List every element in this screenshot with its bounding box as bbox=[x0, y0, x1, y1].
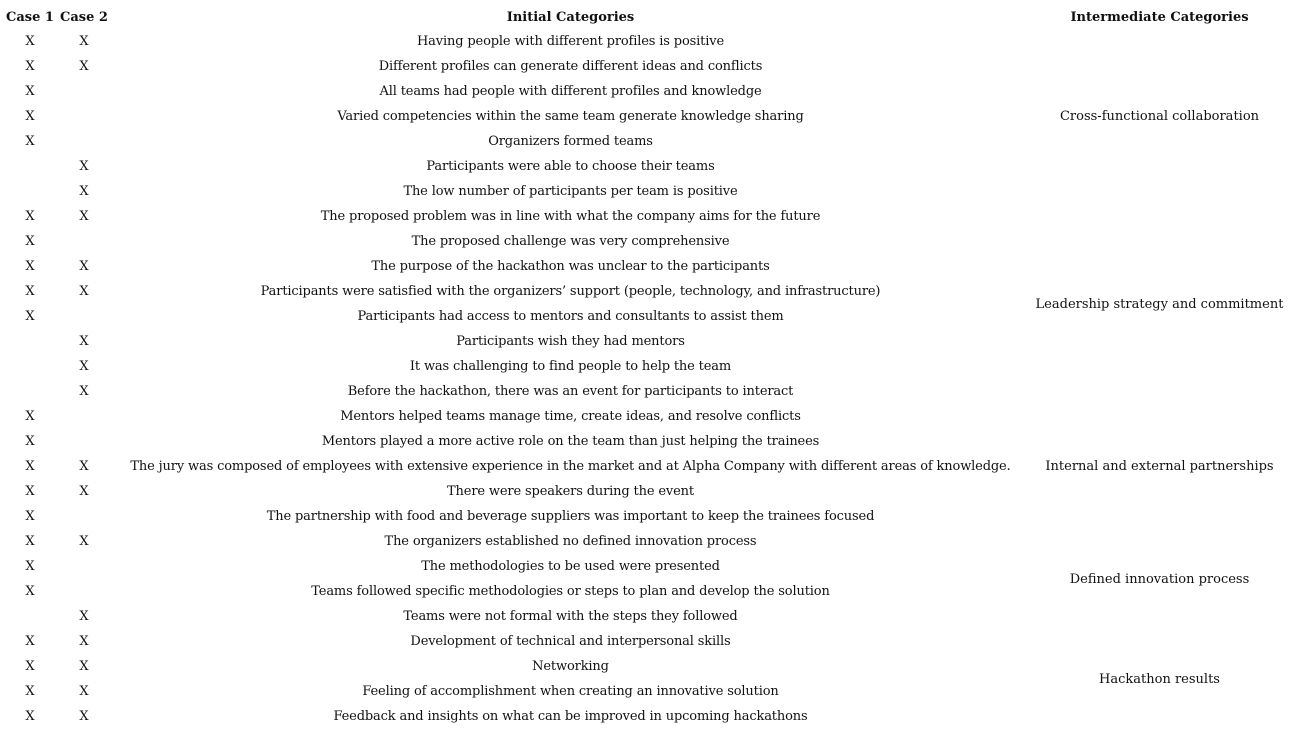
case-1-mark: X bbox=[25, 709, 35, 724]
initial-category: Participants wish they had mentors bbox=[456, 334, 685, 349]
case-1-mark: X bbox=[25, 634, 35, 649]
case-2-mark: X bbox=[79, 209, 89, 224]
case-2-mark bbox=[57, 304, 111, 329]
initial-category: Varied competencies within the same team generate knowledge sharing bbox=[337, 109, 804, 124]
initial-category: Participants had access to mentors and consultants to assist them bbox=[357, 309, 784, 324]
table-row bbox=[3, 204, 1289, 229]
case-2-mark: X bbox=[79, 34, 89, 49]
case-2-mark: X bbox=[79, 459, 89, 474]
case-2-mark: X bbox=[79, 484, 89, 499]
intermediate-category: Hackathon results bbox=[1099, 671, 1220, 687]
initial-category: It was challenging to find people to help the team bbox=[409, 359, 732, 374]
case-1-mark: X bbox=[25, 209, 35, 224]
intermediate-category: Cross-functional collaboration bbox=[1059, 109, 1260, 124]
case-1-mark: X bbox=[25, 259, 35, 274]
initial-category: Mentors helped teams manage time, create ideas, and resolve conflicts bbox=[340, 409, 801, 424]
initial-category: Networking bbox=[532, 659, 609, 674]
initial-category: The purpose of the hackathon was unclear to the participants bbox=[371, 259, 770, 274]
case-2-mark: X bbox=[79, 259, 89, 274]
case-1-mark bbox=[3, 329, 57, 354]
case-1-mark: X bbox=[25, 34, 35, 49]
initial-category: Participants were satisfied with the organizers’ support (people, technology, and infrastructure) bbox=[260, 284, 881, 299]
initial-category: Teams were not formal with the steps they followed bbox=[403, 609, 738, 624]
initial-category: Teams followed specific methodologies or steps to plan and develop the solution bbox=[311, 584, 830, 599]
initial-category: Before the hackathon, there was an event for participants to interact bbox=[347, 384, 794, 399]
initial-category: Organizers formed teams bbox=[488, 134, 653, 149]
case-2-mark: X bbox=[79, 334, 89, 349]
case-1-mark bbox=[3, 379, 57, 404]
initial-category: Having people with different profiles is positive bbox=[416, 34, 724, 49]
case-1-mark: X bbox=[25, 434, 35, 449]
initial-category: The partnership with food and beverage suppliers was important to keep the trainees focused bbox=[266, 509, 875, 524]
header-case-1: Case 1 bbox=[6, 9, 54, 25]
case-2-mark: X bbox=[79, 684, 89, 699]
case-2-mark: X bbox=[79, 359, 89, 374]
case-1-mark: X bbox=[25, 284, 35, 299]
initial-category: There were speakers during the event bbox=[447, 484, 694, 499]
case-1-mark bbox=[3, 179, 57, 204]
case-2-mark bbox=[57, 104, 111, 129]
case-1-mark bbox=[3, 154, 57, 179]
initial-category: Feedback and insights on what can be improved in upcoming hackathons bbox=[333, 709, 808, 724]
case-2-mark: X bbox=[79, 709, 89, 724]
case-2-mark bbox=[57, 429, 111, 454]
initial-category: Participants were able to choose their teams bbox=[426, 159, 715, 174]
initial-category: The proposed problem was in line with what the company aims for the future bbox=[320, 209, 821, 224]
case-2-mark: X bbox=[79, 284, 89, 299]
case-1-mark: X bbox=[25, 659, 35, 674]
case-2-mark: X bbox=[79, 159, 89, 174]
case-1-mark: X bbox=[25, 234, 35, 249]
intermediate-category: Leadership strategy and commitment bbox=[1035, 296, 1284, 312]
table-row bbox=[3, 529, 1289, 554]
case-1-mark: X bbox=[25, 134, 35, 149]
case-1-mark: X bbox=[25, 109, 35, 124]
initial-category: The low number of participants per team is positive bbox=[403, 184, 738, 199]
table-row bbox=[3, 29, 1289, 54]
case-2-mark bbox=[57, 554, 111, 579]
case-1-mark: X bbox=[25, 409, 35, 424]
case-2-mark: X bbox=[79, 184, 89, 199]
case-1-mark: X bbox=[25, 459, 35, 474]
case-2-mark: X bbox=[79, 609, 89, 624]
table-row bbox=[3, 404, 1289, 429]
initial-category: Different profiles can generate different ideas and conflicts bbox=[378, 59, 763, 74]
case-1-mark: X bbox=[25, 584, 35, 599]
case-1-mark: X bbox=[25, 509, 35, 524]
case-2-mark: X bbox=[79, 59, 89, 74]
header-initial-categories: Initial Categories bbox=[506, 9, 635, 25]
initial-category: The jury was composed of employees with extensive experience in the market and at Alpha Company with different areas of knowledge. bbox=[130, 459, 1011, 474]
case-2-mark bbox=[57, 229, 111, 254]
case-1-mark: X bbox=[25, 534, 35, 549]
initial-category: The methodologies to be used were presented bbox=[421, 559, 720, 574]
initial-category: The proposed challenge was very comprehensive bbox=[411, 234, 730, 249]
case-1-mark: X bbox=[25, 309, 35, 324]
categories-table bbox=[3, 5, 1289, 729]
header-intermediate-categories: Intermediate Categories bbox=[1070, 9, 1249, 25]
header-case-2: Case 2 bbox=[60, 9, 108, 25]
initial-category: Feeling of accomplishment when creating an innovative solution bbox=[362, 684, 779, 699]
case-2-mark bbox=[57, 404, 111, 429]
case-1-mark: X bbox=[25, 84, 35, 99]
case-1-mark: X bbox=[25, 684, 35, 699]
case-1-mark: X bbox=[25, 484, 35, 499]
case-2-mark: X bbox=[79, 534, 89, 549]
case-1-mark bbox=[3, 604, 57, 629]
initial-category: Development of technical and interpersonal skills bbox=[410, 634, 731, 649]
intermediate-category: Internal and external partnerships bbox=[1045, 459, 1274, 474]
header-row bbox=[3, 5, 1289, 29]
case-2-mark: X bbox=[79, 634, 89, 649]
case-2-mark: X bbox=[79, 384, 89, 399]
case-1-mark: X bbox=[25, 559, 35, 574]
table-row bbox=[3, 629, 1289, 654]
initial-category: All teams had people with different profiles and knowledge bbox=[379, 84, 762, 99]
table-body bbox=[3, 29, 1289, 729]
case-1-mark: X bbox=[25, 59, 35, 74]
case-1-mark bbox=[3, 354, 57, 379]
case-2-mark bbox=[57, 579, 111, 604]
intermediate-category: Defined innovation process bbox=[1069, 571, 1250, 587]
initial-category: The organizers established no defined innovation process bbox=[384, 534, 757, 549]
case-2-mark bbox=[57, 129, 111, 154]
case-2-mark: X bbox=[79, 659, 89, 674]
case-2-mark bbox=[57, 79, 111, 104]
initial-category: Mentors played a more active role on the team than just helping the trainees bbox=[321, 434, 820, 449]
case-2-mark bbox=[57, 504, 111, 529]
